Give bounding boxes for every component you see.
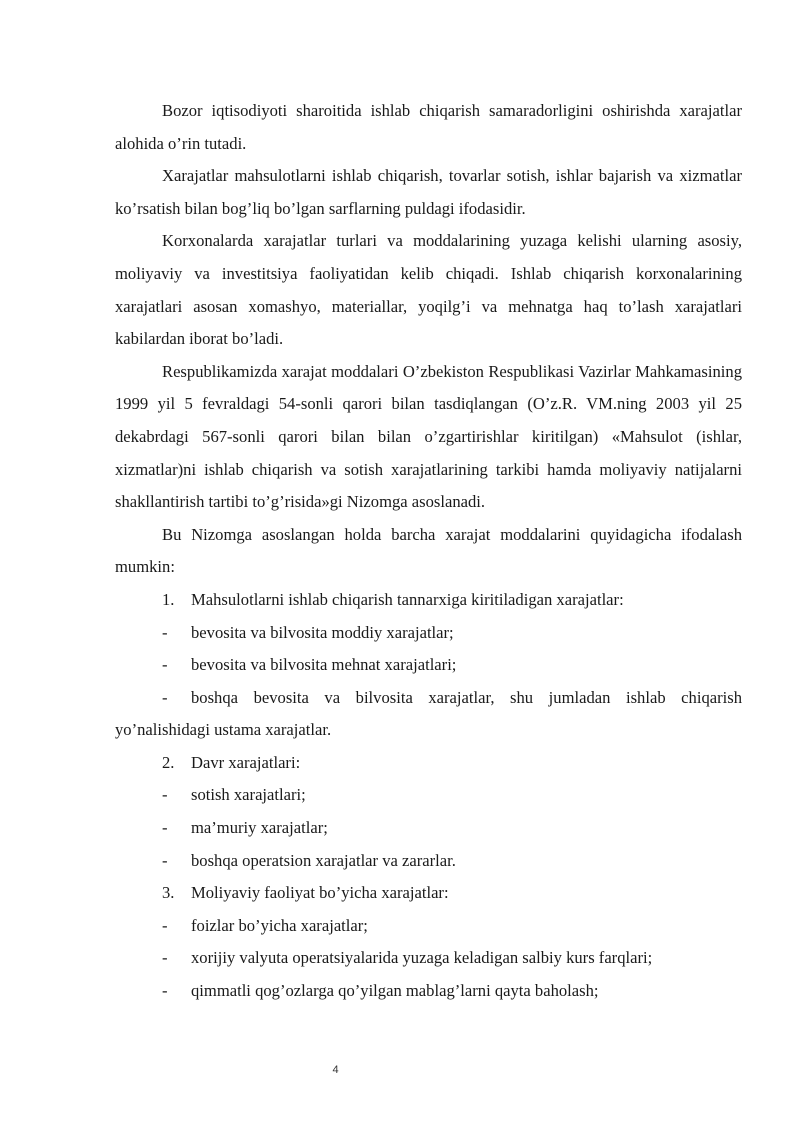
dash-marker: - [162,850,168,870]
paragraph: Bozor iqtisodiyoti sharoitida ishlab chiqarish samaradorligini oshirishda xarajatlar alohida o’rin tutadi. [115,101,742,153]
bullet-list-item [115,779,742,812]
bullet-list-item [115,910,742,943]
bullet-list-item [115,617,742,650]
list-item-text: boshqa operatsion xarajatlar va zararlar. [191,850,456,870]
list-item-text: xorijiy valyuta operatsiyalarida yuzaga keladigan salbiy kurs farqlari; [191,948,653,968]
list-item-text: sotish xarajatlari; [191,785,306,805]
paragraph: Korxonalarda xarajatlar turlari va moddalarining yuzaga kelishi ularning asosiy, moliyaviy va investitsiya faoliyatidan kelib chiqadi. Ishlab chiqarish korxonalarining xarajatlari asosan xomashyo, materiallar, yoqilg’i va mehnatga haq to’lash xarajatlari kabilardan iborat bo’ladi. [115,231,742,349]
bullet-list-item [115,975,742,1008]
bullet-list-item [115,649,742,682]
page-number: 4 [332,1064,339,1076]
dash-marker: - [162,785,168,805]
dash-marker: - [162,915,168,935]
list-item-text: Davr xarajatlari: [191,752,301,772]
list-item-text: ma’muriy xarajatlar; [191,818,328,838]
document-page [115,95,742,1008]
list-item-text: foizlar bo’yicha xarajatlar; [191,915,368,935]
list-item-text: bevosita va bilvosita moddiy xarajatlar; [191,622,454,642]
numbered-list-item [115,747,742,780]
numbered-list-item [115,877,742,910]
list-number: 3. [162,883,175,903]
dash-marker: - [162,981,168,1001]
paragraph: Xarajatlar mahsulotlarni ishlab chiqarish, tovarlar sotish, ishlar bajarish va xizmatlar ko’rsatish bilan bog’liq bo’lgan sarflarning puldagi ifodasidir. [115,166,742,218]
dash-marker: - [162,818,168,838]
bullet-list-item [115,942,742,975]
paragraph: Bu Nizomga asoslangan holda barcha xarajat moddalarini quyidagicha ifodalash mumkin: [115,524,742,577]
bullet-list-item [115,682,742,747]
list-number: 2. [162,752,175,772]
bullet-list-item [115,812,742,845]
paragraph: Respublikamizda xarajat moddalari O’zbekiston Respublikasi Vazirlar Mahkamasining 1999 yil 5 fevraldagi 54-sonli qarori bilan tasdiqlangan (O’z.R. VM.ning 2003 yil 25 dekabrdagi 567-sonli qarori bilan bilan o’zgartirishlar kiritilgan) «Mahsulot (ishlar, xizmatlar)ni ishlab chiqarish va sotish xarajatlarining tarkibi hamda moliyaviy natijalarni shakllantirish tartibi to’g’risida»gi Nizomga asoslanadi. [115,361,742,512]
dash-marker: - [162,948,168,968]
dash-marker: - [162,687,168,707]
dash-marker: - [162,622,168,642]
numbered-list-item [115,584,742,617]
list-number: 1. [162,589,175,609]
bullet-list-item [115,845,742,878]
list-item-text: bevosita va bilvosita mehnat xarajatlari; [191,655,457,675]
list-item-text: qimmatli qog’ozlarga qo’yilgan mablag’larni qayta baholash; [191,981,599,1001]
list-item-text: boshqa bevosita va bilvosita xarajatlar, shu jumladan ishlab chiqarish yo’nalishidagi ustama xarajatlar. [115,687,742,740]
dash-marker: - [162,655,168,675]
list-item-text: Mahsulotlarni ishlab chiqarish tannarxiga kiritiladigan xarajatlar: [191,589,624,609]
list-item-text: Moliyaviy faoliyat bo’yicha xarajatlar: [191,883,449,903]
